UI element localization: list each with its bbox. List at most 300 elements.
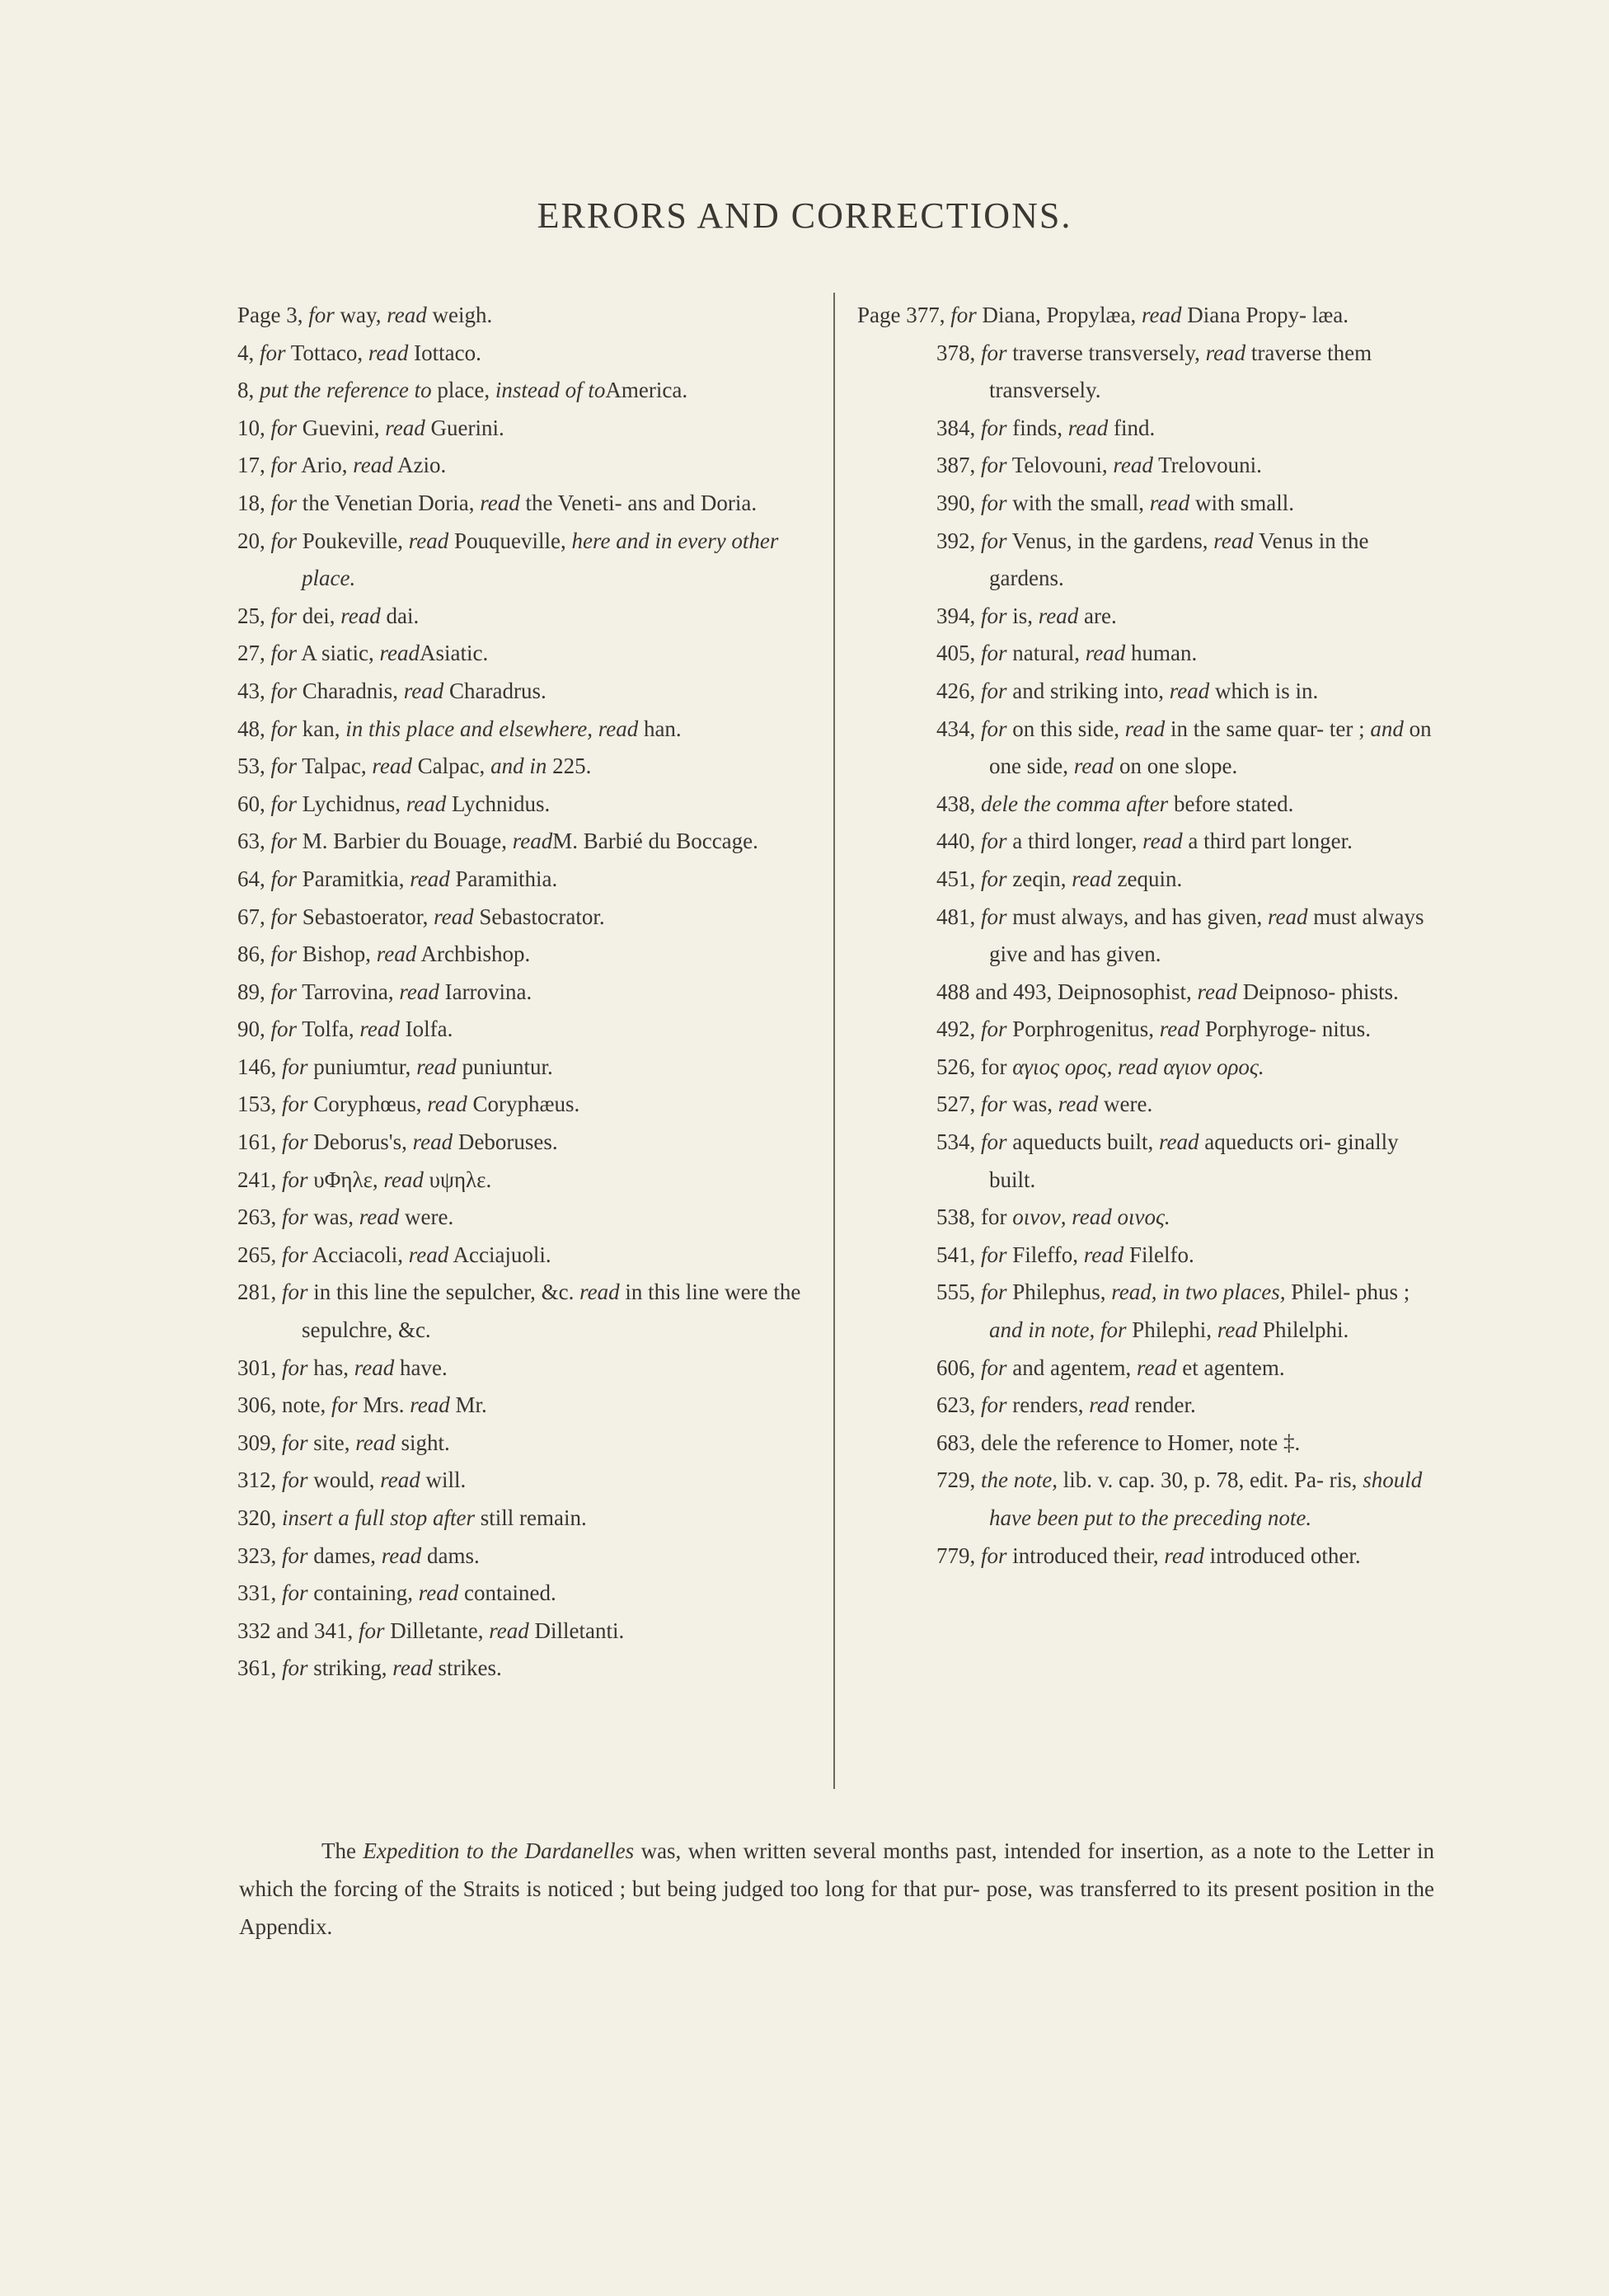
- errata-entry: [857, 1425, 1438, 1463]
- text-run: 64,: [237, 866, 271, 891]
- errata-entry: [237, 1650, 814, 1688]
- italic-text: read: [416, 1054, 457, 1079]
- text-run: Fileffo,: [1006, 1242, 1084, 1267]
- errata-entry: [857, 786, 1438, 824]
- italic-text: read: [1072, 866, 1112, 891]
- text-run: 606,: [936, 1355, 981, 1380]
- text-run: Deipnoso- phists.: [1237, 979, 1399, 1004]
- text-run: Tottaco,: [285, 340, 368, 365]
- text-run: lib. v. cap. 30, p. 78, edit. Pa- ris,: [1057, 1467, 1363, 1493]
- errata-entry: [237, 1086, 814, 1124]
- italic-text: for: [282, 1580, 308, 1606]
- text-run: kan,: [297, 716, 346, 741]
- errata-entry: [237, 1011, 814, 1049]
- text-run: Ario,: [297, 453, 354, 478]
- errata-entry: [237, 598, 814, 636]
- text-run: 8,: [237, 378, 260, 403]
- italic-text: for: [270, 791, 298, 816]
- text-run: which is in.: [1209, 678, 1319, 703]
- italic-text: for: [981, 490, 1007, 515]
- errata-entry: [237, 1425, 814, 1463]
- italic-text: read: [408, 528, 449, 553]
- italic-text: for: [981, 1392, 1007, 1418]
- italic-text: read: [1197, 979, 1237, 1004]
- text-run: Iarrovina.: [439, 979, 532, 1004]
- text-run: Trelovouni.: [1152, 453, 1262, 478]
- errata-entry: [857, 1011, 1438, 1049]
- italic-text: for: [270, 641, 298, 666]
- text-run: 4,: [237, 340, 260, 365]
- text-run: 281,: [237, 1279, 282, 1305]
- text-run: Sebastoerator,: [297, 904, 434, 929]
- italic-text: and in: [490, 754, 547, 779]
- errata-entry: [237, 1274, 814, 1349]
- italic-text: here and in every other place.: [302, 528, 779, 591]
- italic-text: for: [270, 1017, 298, 1042]
- text-run: Mrs.: [357, 1392, 410, 1418]
- italic-text: read: [406, 791, 447, 816]
- italic-text: for: [270, 415, 298, 440]
- text-run: 434,: [936, 716, 981, 741]
- text-run: dams.: [421, 1542, 480, 1568]
- text-run: renders,: [1006, 1392, 1090, 1418]
- text-run: Calpac,: [411, 754, 491, 779]
- text-run: A siatic,: [297, 641, 380, 666]
- text-run: were.: [1098, 1092, 1153, 1117]
- text-run: 225.: [546, 754, 592, 779]
- italic-text: read: [379, 641, 420, 666]
- text-run: is,: [1006, 603, 1039, 628]
- text-run: [593, 716, 598, 741]
- text-run: 320,: [237, 1505, 282, 1530]
- text-run: Philelphi.: [1257, 1317, 1349, 1343]
- text-run: 146,: [237, 1054, 282, 1079]
- text-run: Porphyroge- nitus.: [1199, 1017, 1371, 1042]
- text-run: 63,: [237, 829, 271, 854]
- text-run: have.: [394, 1355, 448, 1380]
- italic-text: for: [981, 1092, 1007, 1117]
- italic-text: read: [418, 1580, 459, 1606]
- errata-entry: [857, 1124, 1438, 1199]
- italic-text: αγιον ορος.: [1157, 1054, 1264, 1079]
- text-run: Iottaco.: [408, 340, 481, 365]
- errata-entry: [237, 1049, 814, 1087]
- text-run: Page 3,: [237, 303, 309, 327]
- errata-entry: [857, 974, 1438, 1012]
- text-run: υΦηλε,: [307, 1167, 384, 1192]
- text-run: 438,: [936, 791, 981, 816]
- text-run: with the small,: [1006, 490, 1150, 515]
- text-run: Tarrovina,: [297, 979, 400, 1004]
- text-run: Paramitkia,: [297, 866, 410, 891]
- errata-entry: [857, 1274, 1438, 1349]
- italic-text: read: [1217, 1317, 1258, 1343]
- text-run: 60,: [237, 791, 271, 816]
- text-run: Philephus,: [1006, 1279, 1112, 1305]
- italic-text: for: [282, 1655, 308, 1681]
- text-run: introduced their,: [1006, 1542, 1165, 1568]
- text-run: 18,: [237, 490, 271, 515]
- italic-text: read: [412, 1129, 453, 1155]
- italic-text: for: [270, 754, 298, 779]
- italic-text: for: [981, 1242, 1007, 1267]
- italic-text: for: [282, 1054, 308, 1079]
- text-run: aqueducts ori- ginally built.: [989, 1129, 1399, 1192]
- italic-text: read: [372, 754, 412, 779]
- text-run: Diana Propy- læa.: [1181, 303, 1349, 327]
- italic-text: for: [282, 1129, 308, 1155]
- right-errata-column: [857, 297, 1438, 1575]
- text-run: aqueducts built,: [1006, 1129, 1159, 1155]
- text-run: finds,: [1006, 415, 1068, 440]
- italic-text: for: [981, 904, 1007, 929]
- text-run: Acciajuoli.: [448, 1242, 551, 1267]
- column-divider: [833, 293, 835, 1789]
- italic-text: read: [1158, 1129, 1199, 1155]
- text-run: Pouqueville,: [448, 528, 572, 553]
- italic-text: in this place and elsewhere,: [345, 716, 593, 741]
- italic-text: read: [353, 453, 393, 478]
- text-run: 492,: [936, 1017, 981, 1042]
- text-run: 332 and 341,: [237, 1618, 359, 1643]
- text-run: Talpac,: [297, 754, 373, 779]
- text-run: 53,: [237, 754, 271, 779]
- text-run: America.: [605, 378, 688, 403]
- errata-entry: [237, 1237, 814, 1275]
- text-run: M. Barbier du Bouage,: [297, 829, 513, 854]
- errata-entry: [237, 936, 814, 974]
- text-run: Deborus's,: [307, 1129, 413, 1155]
- italic-text: insert a full stop after: [282, 1505, 476, 1530]
- italic-text: read: [376, 941, 417, 967]
- italic-text: read: [1149, 490, 1190, 515]
- text-run: 390,: [936, 490, 981, 515]
- errata-entry: [237, 410, 814, 448]
- italic-text: for: [282, 1167, 308, 1192]
- errata-entry: [237, 485, 814, 523]
- errata-entry: [237, 297, 814, 335]
- italic-text: for: [981, 415, 1007, 440]
- text-run: introduced other.: [1203, 1542, 1361, 1568]
- text-run: 779,: [936, 1542, 981, 1568]
- text-run: puniumtur,: [307, 1054, 417, 1079]
- errata-entry: [857, 335, 1438, 410]
- text-run: Lychnidus.: [446, 791, 551, 816]
- italic-text: for: [981, 453, 1007, 478]
- italic-text: for: [270, 528, 298, 553]
- text-run: are.: [1078, 603, 1117, 628]
- text-run: in the same quar- ter ;: [1165, 716, 1371, 741]
- text-run: must always, and has given,: [1006, 904, 1268, 929]
- italic-text: read: [383, 1167, 424, 1192]
- italic-text: for: [950, 303, 977, 327]
- text-run: Bishop,: [297, 941, 377, 967]
- text-run: 387,: [936, 453, 981, 478]
- errata-entry: [857, 1350, 1438, 1387]
- text-run: dai.: [380, 603, 420, 628]
- errata-entry: [857, 861, 1438, 899]
- text-run: Dilletante,: [384, 1618, 490, 1643]
- errata-entry: [857, 1049, 1438, 1087]
- italic-text: read: [1159, 1017, 1200, 1042]
- italic-text: read: [427, 1092, 467, 1117]
- italic-text: for: [981, 1542, 1007, 1568]
- italic-text: read: [399, 979, 439, 1004]
- italic-text: for: [981, 603, 1007, 628]
- italic-text: for: [981, 1129, 1007, 1155]
- italic-text: read, in two places,: [1111, 1279, 1286, 1305]
- italic-text: read: [1142, 829, 1183, 854]
- errata-entry: [237, 447, 814, 485]
- italic-text: and: [1370, 716, 1404, 741]
- errata-entry: [237, 372, 814, 410]
- text-run: The: [321, 1838, 364, 1863]
- italic-text: should have been put to the preceding note.: [989, 1467, 1423, 1530]
- text-run: 309,: [237, 1430, 282, 1455]
- italic-text: the note,: [981, 1467, 1058, 1493]
- text-run: the Veneti- ans and Doria.: [519, 490, 758, 515]
- text-run: 20,: [237, 528, 271, 553]
- errata-entry: [237, 673, 814, 711]
- text-run: Venus, in the gardens,: [1006, 528, 1214, 553]
- text-run: 48,: [237, 716, 271, 741]
- italic-text: read: [1205, 340, 1246, 365]
- text-run: way,: [334, 303, 387, 327]
- italic-text: read: [1213, 528, 1254, 553]
- text-run: containing,: [307, 1580, 419, 1606]
- errata-entry: [857, 523, 1438, 598]
- text-run: 25,: [237, 603, 271, 628]
- text-run: 378,: [936, 340, 981, 365]
- text-run: 323,: [237, 1542, 282, 1568]
- text-run: 67,: [237, 904, 271, 929]
- italic-text: read: [410, 866, 450, 891]
- text-run: a third longer,: [1006, 829, 1143, 854]
- italic-text: for: [981, 678, 1007, 703]
- errata-entry: [857, 1538, 1438, 1575]
- italic-text: read: [1083, 1242, 1124, 1267]
- errata-entry: [237, 1199, 814, 1237]
- text-run: Venus in the gardens.: [989, 528, 1369, 591]
- errata-entry: [237, 635, 814, 673]
- italic-text: instead of to: [495, 378, 606, 403]
- errata-entry: [857, 1086, 1438, 1124]
- errata-entry: [237, 711, 814, 749]
- errata-entry: [237, 823, 814, 861]
- text-run: Lychidnus,: [297, 791, 406, 816]
- text-run: 384,: [936, 415, 981, 440]
- text-run: and agentem,: [1006, 1355, 1137, 1380]
- errata-entry: [237, 748, 814, 786]
- text-run: han.: [638, 716, 682, 741]
- text-run: 306, note,: [237, 1392, 331, 1418]
- text-run: M. Barbié du Boccage.: [552, 829, 758, 854]
- text-run: 729,: [936, 1467, 981, 1493]
- text-run: dames,: [307, 1542, 382, 1568]
- text-run: [1095, 1317, 1100, 1342]
- italic-text: for: [331, 1392, 358, 1418]
- errata-entry: [857, 485, 1438, 523]
- italic-text: for: [981, 1017, 1007, 1042]
- text-run: 17,: [237, 453, 271, 478]
- errata-entry: [237, 786, 814, 824]
- italic-text: read: [1067, 415, 1109, 440]
- italic-text: for: [282, 1467, 308, 1493]
- text-run: has,: [307, 1355, 354, 1380]
- text-run: before stated.: [1168, 791, 1294, 816]
- text-run: 10,: [237, 415, 271, 440]
- italic-text: Expedition to the Dardanelles: [363, 1838, 635, 1863]
- text-run: 153,: [237, 1092, 282, 1117]
- errata-entry: [237, 861, 814, 899]
- text-run: 27,: [237, 641, 271, 666]
- italic-text: read: [1038, 603, 1079, 628]
- errata-entry: [237, 1613, 814, 1650]
- italic-text: for: [282, 1430, 308, 1455]
- errata-entry: [857, 598, 1438, 636]
- text-run: Guevini,: [297, 415, 386, 440]
- text-run: Azio.: [392, 453, 447, 478]
- errata-entry: [237, 1124, 814, 1162]
- italic-text: for: [308, 303, 335, 327]
- italic-text: read: [355, 1430, 396, 1455]
- text-run: 89,: [237, 979, 271, 1004]
- errata-entry: [857, 1199, 1438, 1237]
- italic-text: for: [270, 941, 298, 967]
- errata-entry: [237, 1462, 814, 1500]
- text-run: was,: [1006, 1092, 1058, 1117]
- text-run: Filelfo.: [1123, 1242, 1194, 1267]
- errata-entry: [857, 673, 1438, 711]
- italic-text: read: [354, 1355, 395, 1380]
- text-run: 312,: [237, 1467, 282, 1493]
- italic-text: for: [282, 1092, 308, 1117]
- italic-text: for: [981, 1279, 1007, 1305]
- text-run: Coryphœus,: [307, 1092, 428, 1117]
- italic-text: read: [598, 716, 639, 741]
- italic-text: for: [270, 979, 298, 1004]
- italic-text: read: [392, 1655, 433, 1681]
- text-run: Poukeville,: [297, 528, 409, 553]
- left-errata-column: [237, 297, 814, 1688]
- text-run: Asiatic.: [420, 641, 489, 666]
- text-run: 392,: [936, 528, 981, 553]
- text-run: 265,: [237, 1242, 282, 1267]
- errata-entry: [857, 1237, 1438, 1275]
- italic-text: read: [434, 904, 474, 929]
- italic-text: for: [1100, 1317, 1127, 1343]
- text-run: 241,: [237, 1167, 282, 1192]
- text-run: Diana, Propylæa,: [976, 303, 1142, 327]
- page-title: ERRORS AND CORRECTIONS.: [537, 195, 1072, 236]
- italic-text: for: [282, 1279, 308, 1305]
- text-run: 394,: [936, 603, 981, 628]
- text-run: sight.: [395, 1430, 450, 1455]
- text-run: find.: [1108, 415, 1156, 440]
- text-run: Porphrogenitus,: [1006, 1017, 1160, 1042]
- text-run: 405,: [936, 641, 981, 666]
- errata-entry: [237, 1387, 814, 1425]
- italic-text: for: [981, 866, 1007, 891]
- italic-text: read: [1085, 641, 1126, 666]
- errata-entry: [857, 711, 1438, 786]
- text-run: was, when written several months past, intended for insertion, as a note to the Letter in which the forcing of the Straits is noticed ; but being judged too long for that pur- pose, was transferred to its present position in the Appendix.: [239, 1838, 1435, 1939]
- italic-text: for: [270, 866, 298, 891]
- italic-text: read: [387, 303, 427, 327]
- text-run: was,: [307, 1204, 359, 1230]
- italic-text: read: [1141, 303, 1182, 327]
- italic-text: read: [359, 1204, 400, 1230]
- errata-entry: [857, 1462, 1438, 1537]
- text-run: were.: [399, 1204, 454, 1230]
- italic-text: read: [489, 1618, 529, 1643]
- text-run: will.: [420, 1467, 467, 1493]
- text-run: 331,: [237, 1580, 282, 1606]
- italic-text: read: [1072, 1204, 1112, 1230]
- text-run: strikes.: [432, 1655, 502, 1681]
- italic-text: read: [403, 678, 444, 703]
- italic-text: dele the comma after: [981, 791, 1169, 816]
- text-run: 534,: [936, 1129, 981, 1155]
- italic-text: read: [410, 1392, 450, 1418]
- text-run: 538, for: [936, 1204, 1013, 1230]
- errata-entry: [857, 1387, 1438, 1425]
- text-run: in this line were the sepulchre, &c.: [302, 1279, 801, 1343]
- text-run: render.: [1128, 1392, 1196, 1418]
- text-run: 161,: [237, 1129, 282, 1155]
- text-run: a third part longer.: [1182, 829, 1353, 854]
- italic-text: read: [1058, 1092, 1099, 1117]
- italic-text: for: [981, 340, 1007, 365]
- italic-text: for: [282, 1204, 308, 1230]
- errata-entry: [237, 1500, 814, 1538]
- text-run: 683, dele the reference to Homer, note ‡.: [936, 1430, 1301, 1455]
- italic-text: for: [981, 716, 1007, 741]
- text-run: 488 and 493, Deipnosophist,: [936, 979, 1198, 1004]
- italic-text: read: [359, 1017, 400, 1042]
- italic-text: for: [270, 453, 298, 478]
- italic-text: read: [1118, 1054, 1158, 1079]
- italic-text: read: [512, 829, 553, 854]
- italic-text: οινος.: [1111, 1204, 1170, 1230]
- text-run: on one side,: [989, 716, 1432, 779]
- italic-text: for: [260, 340, 286, 365]
- italic-text: αγιος ορος,: [1012, 1054, 1119, 1079]
- text-run: Dilletanti.: [528, 1618, 625, 1643]
- text-run: and striking into,: [1006, 678, 1170, 703]
- text-run: puniuntur.: [456, 1054, 553, 1079]
- text-run: must always give and has given.: [989, 904, 1424, 967]
- text-run: 361,: [237, 1655, 282, 1681]
- italic-text: read: [340, 603, 381, 628]
- text-run: zequin.: [1111, 866, 1183, 891]
- text-run: 90,: [237, 1017, 271, 1042]
- text-run: Archbishop.: [416, 941, 531, 967]
- italic-text: read: [368, 340, 409, 365]
- text-run: 527,: [936, 1092, 981, 1117]
- text-run: would,: [307, 1467, 381, 1493]
- italic-text: for: [282, 1242, 308, 1267]
- text-run: traverse transversely,: [1006, 340, 1206, 365]
- text-run: Deboruses.: [453, 1129, 558, 1155]
- text-run: 526, for: [936, 1054, 1013, 1079]
- errata-entry: [237, 335, 814, 373]
- errata-entry: [857, 410, 1438, 448]
- text-run: Paramithia.: [449, 866, 558, 891]
- errata-entry: [857, 447, 1438, 485]
- italic-text: for: [981, 1355, 1007, 1380]
- italic-text: and in note,: [989, 1317, 1095, 1343]
